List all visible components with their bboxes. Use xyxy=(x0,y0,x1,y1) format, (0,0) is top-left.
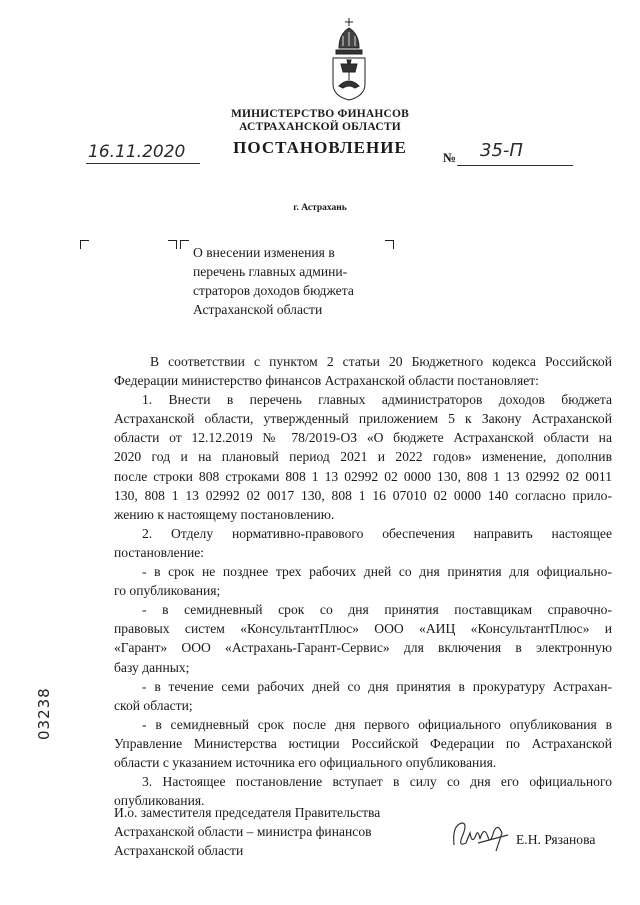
body-line: области от 12.12.2019 № 78/2019-ОЗ «О бюджете Астраханской области на xyxy=(114,430,612,446)
subject-line: Астраханской области xyxy=(193,302,323,317)
handwritten-signature xyxy=(448,815,512,855)
body-line: 1. Внести в перечень главных администраторов доходов бюджета xyxy=(142,392,612,408)
body-line: Управление Министерства юстиции Российской Федерации по Астраханской xyxy=(114,735,612,751)
body-line: базу данных; xyxy=(114,659,190,675)
city-line: г. Астрахань xyxy=(293,203,347,213)
signatory-title-line: И.о. заместителя председателя Правительства xyxy=(114,805,381,820)
body-line: постановление: xyxy=(114,544,205,560)
body-line: Астраханской области, утвержденный приложением 5 к Закону Астраханской xyxy=(114,411,612,427)
signatory-title-line: Астраханской области – министра финансов xyxy=(114,824,372,839)
ministry-name-line1: МИНИСТЕРСТВО ФИНАНСОВ xyxy=(230,108,410,120)
subject-line: страторов доходов бюджета xyxy=(193,283,354,298)
body-line: 2. Отделу нормативно-правового обеспечения направить настоящее xyxy=(142,525,612,541)
corner-mark-top-left xyxy=(80,240,89,249)
subject-bracket-left xyxy=(180,240,189,249)
registration-stamp-number: 03238 xyxy=(35,687,53,740)
number-underline xyxy=(457,165,573,166)
signatory-position xyxy=(114,803,380,860)
body-line: - в семидневный срок после дня первого официального опубликования в xyxy=(142,716,612,732)
corner-mark-top-right xyxy=(168,240,177,249)
body-line: 2020 год и на плановый период 2021 и 2022 годов» изменение, дополнив xyxy=(114,449,612,465)
signatory-title-line: Астраханской области xyxy=(114,843,244,858)
signer-name: Е.Н. Рязанова xyxy=(516,832,596,847)
body-line: ской области; xyxy=(114,697,193,713)
date-underline xyxy=(86,163,200,164)
subject-bracket-right xyxy=(385,240,394,249)
document-subject xyxy=(193,243,379,319)
document-type-title: ПОСТАНОВЛЕНИЕ xyxy=(233,138,407,157)
subject-line: О внесении изменения в xyxy=(193,245,335,260)
body-line: 130, 808 1 13 02992 02 0017 130, 808 1 16 07010 02 0000 140 согласно прило- xyxy=(114,487,612,503)
body-line: го опубликования; xyxy=(114,583,221,599)
body-line: правовых систем «КонсультантПлюс» ООО «АИЦ «КонсультантПлюс» и xyxy=(114,621,612,637)
body-line: Федерации министерство финансов Астраханской области постановляет: xyxy=(114,373,539,389)
body-line: В соответствии с пунктом 2 статьи 20 Бюджетного кодекса Российской xyxy=(150,354,612,369)
body-line: «Гарант» ООО «Астрахань-Гарант-Сервис» для включения в электронную xyxy=(114,640,612,656)
handwritten-date: 16.11.2020 xyxy=(88,142,186,162)
body-line: опубликования. xyxy=(114,793,205,809)
body-line: после строки 808 строками 808 1 13 02992 02 0000 130, 808 1 13 02992 02 0011 xyxy=(114,468,612,484)
handwritten-document-number: 35-П xyxy=(480,140,523,161)
ministry-name-line2: АСТРАХАНСКОЙ ОБЛАСТИ xyxy=(239,121,401,133)
body-line: жению к настоящему постановлению. xyxy=(114,506,335,522)
subject-line: перечень главных админи- xyxy=(193,264,348,279)
body-line: 3. Настоящее постановление вступает в силу со дня его официального xyxy=(142,774,612,790)
body-line: - в срок не позднее трех рабочих дней со дня принятия для официально- xyxy=(142,564,612,580)
body-line: - в семидневный срок со дня принятия поставщикам справочно- xyxy=(142,602,612,618)
body-line: области с указанием источника его официального опубликования. xyxy=(114,754,497,770)
coat-of-arms-emblem xyxy=(327,14,371,104)
number-sign: № xyxy=(443,150,457,165)
body-line: - в течение семи рабочих дней со дня принятия в прокуратуру Астрахан- xyxy=(142,678,612,694)
document-body xyxy=(114,352,612,810)
